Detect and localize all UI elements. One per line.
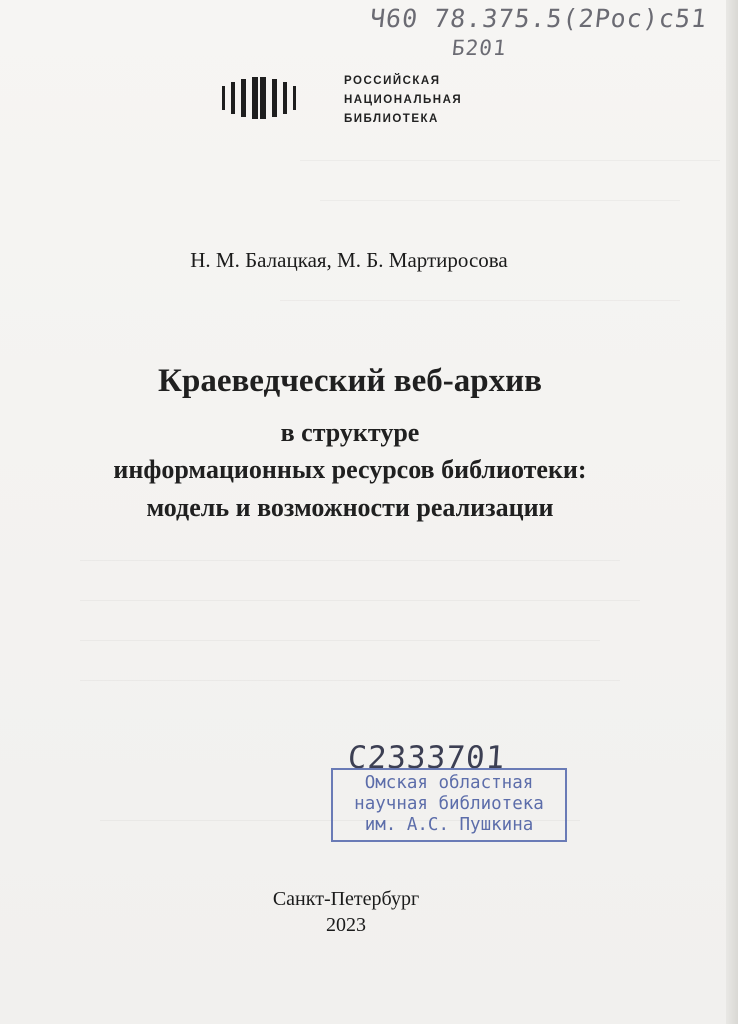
book-subtitle-line: информационных ресурсов библиотеки:: [113, 455, 587, 484]
publisher-logo: [222, 72, 462, 128]
book-subtitle-line: в структуре: [280, 418, 420, 447]
stamp-line: научная библиотека: [354, 794, 544, 814]
logo-wordmark: [344, 72, 462, 129]
barcode-book-icon: [222, 76, 322, 120]
shelfmark-handwritten: Ч60 78.375.5(2Рос)с51: [368, 4, 709, 33]
shelfmark-handwritten-second-line: Б201: [450, 36, 508, 60]
library-stamp: [331, 768, 567, 842]
publication-city: Санкт-Петербург: [272, 888, 420, 910]
publication-year: 2023: [326, 914, 366, 936]
logo-line: РОССИЙСКАЯ: [344, 75, 441, 87]
logo-line: НАЦИОНАЛЬНАЯ: [344, 94, 463, 106]
authors: [0, 248, 738, 273]
stamp-line: им. А.С. Пушкина: [364, 815, 534, 835]
inventory-number: С2333701: [346, 740, 507, 776]
stamp-line: Омская областная: [364, 773, 534, 793]
authors-text: Н. М. Балацкая, М. Б. Мартиросова: [190, 248, 508, 272]
book-title: Краеведческий веб-архив: [158, 363, 542, 399]
book-subtitle-line: модель и возможности реализации: [146, 493, 554, 522]
logo-line: БИБЛИОТЕКА: [344, 113, 439, 125]
page-edge: [726, 0, 738, 1024]
